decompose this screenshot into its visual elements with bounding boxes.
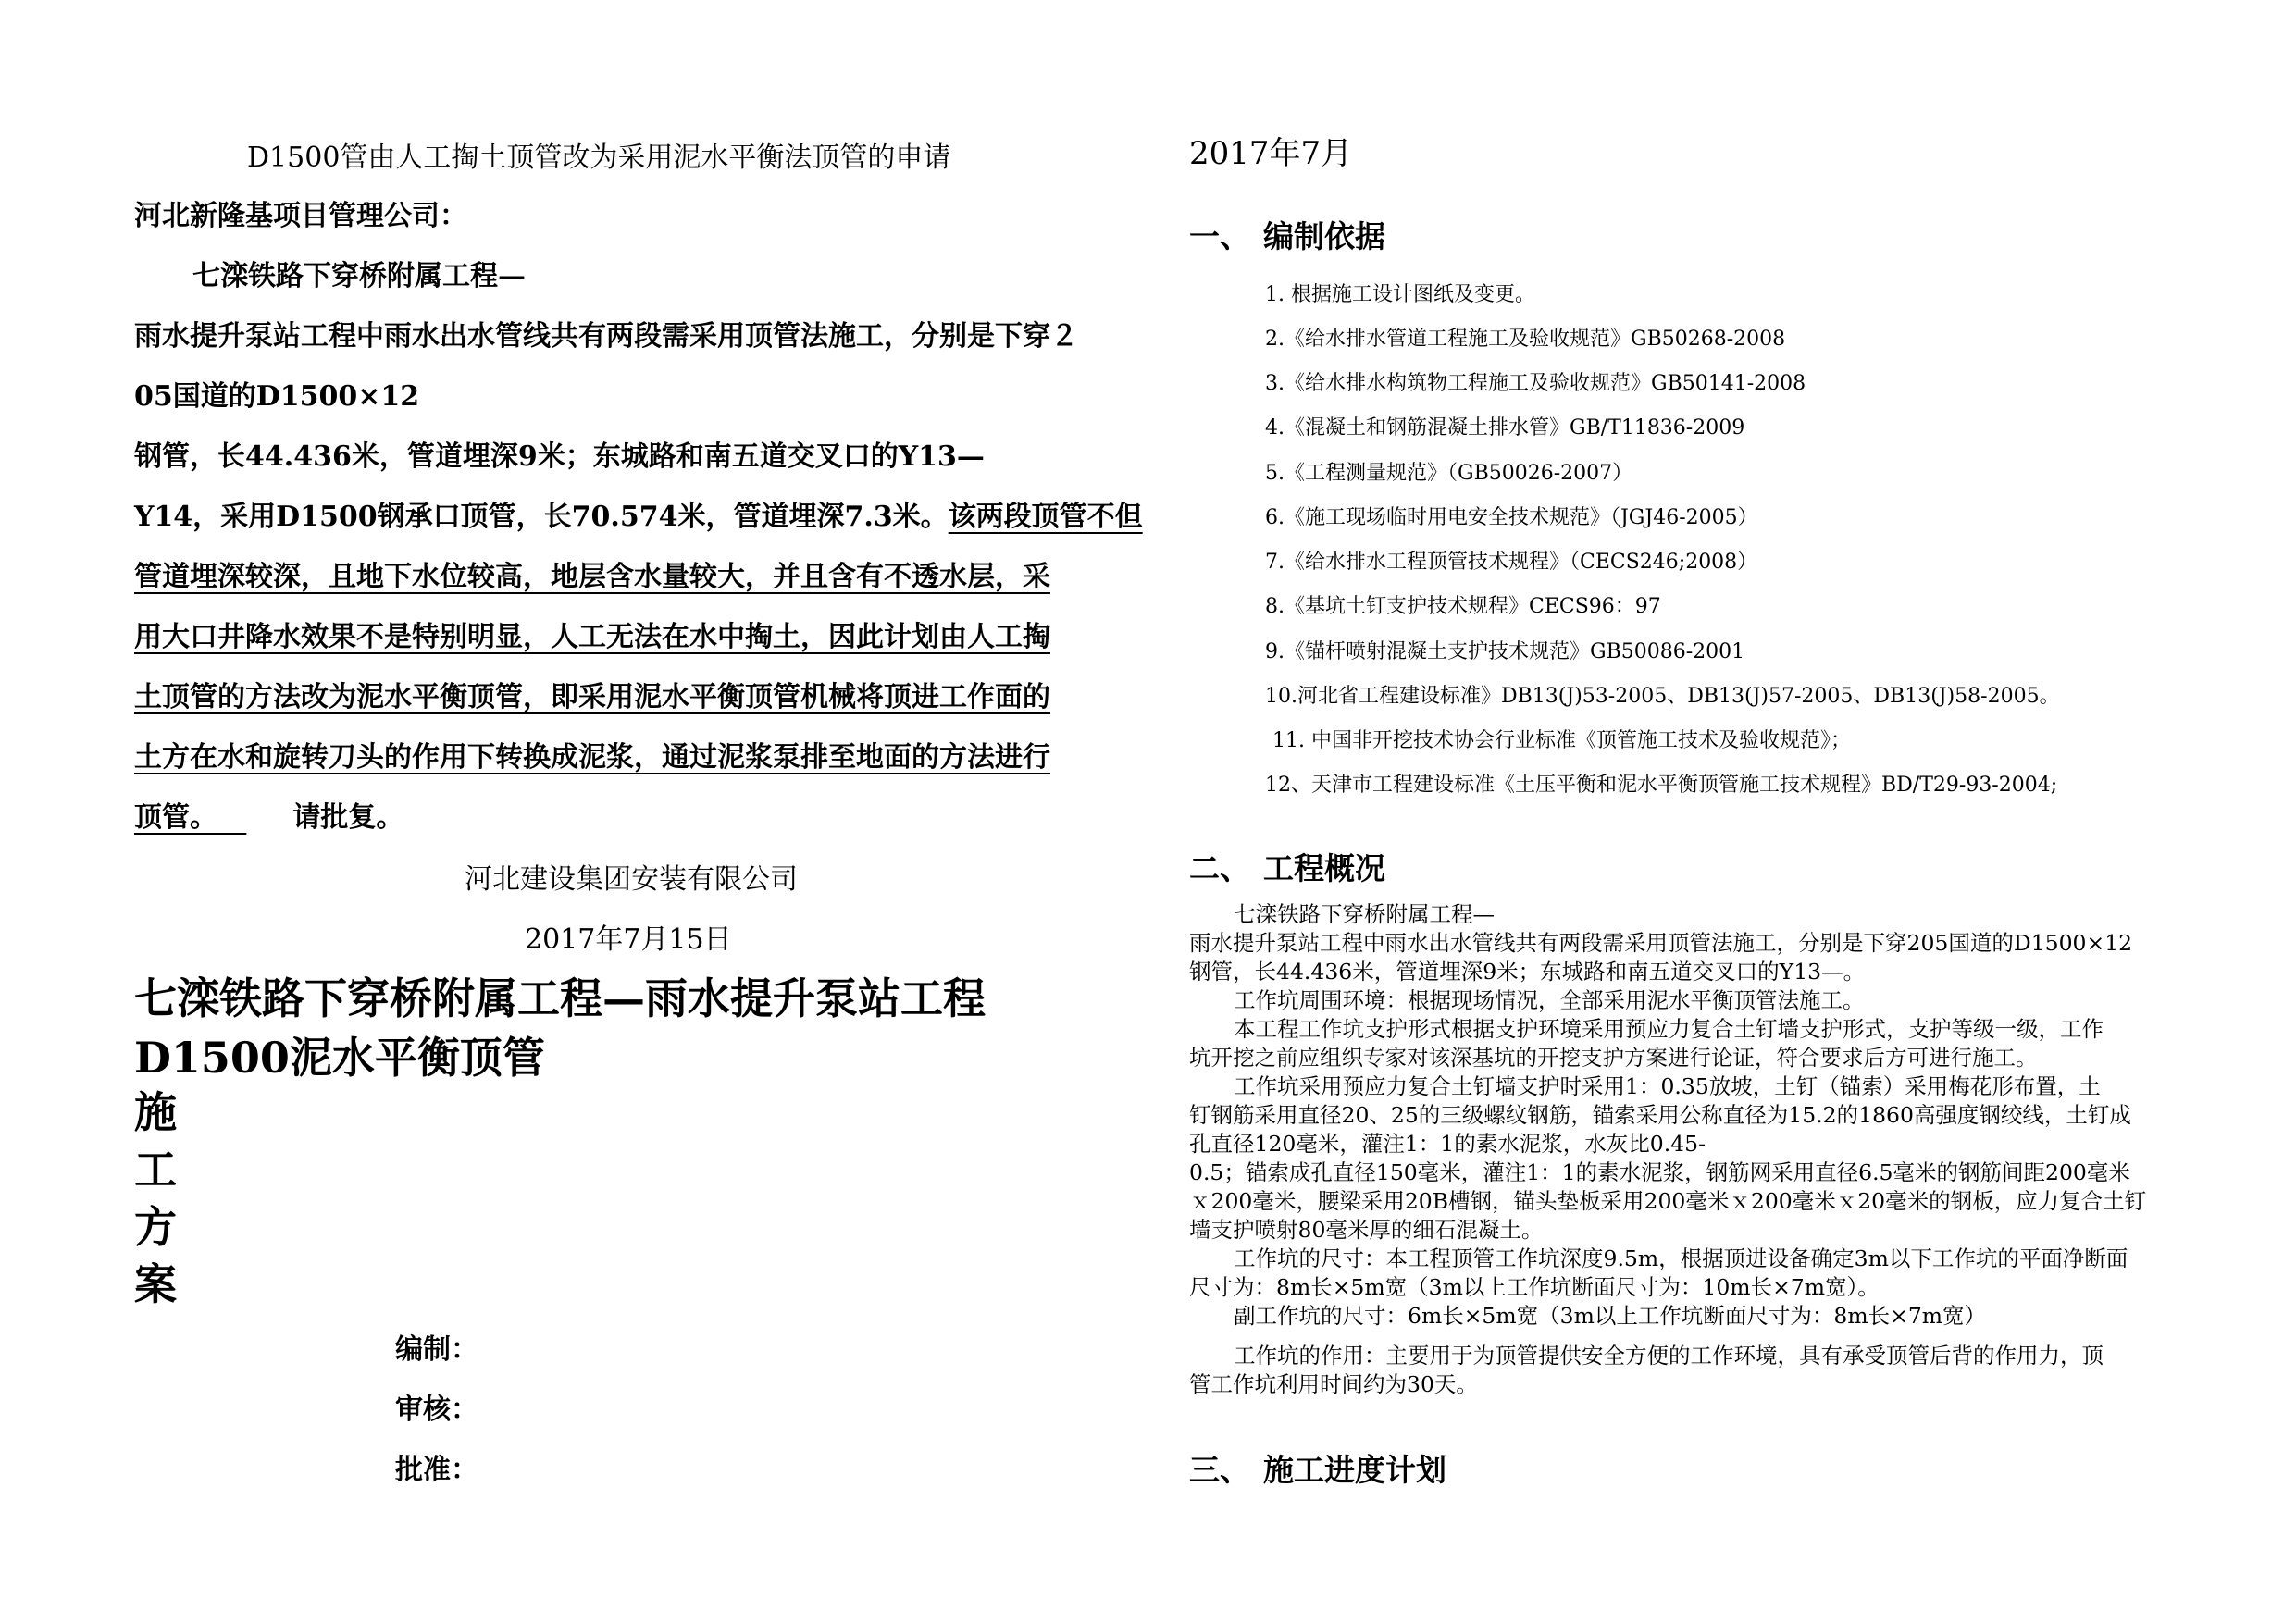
section-heading <box>1189 213 1385 256</box>
reference-item: 2.《给水排水管道工程施工及验收规范》GB50268-2008 <box>1265 328 1786 351</box>
section-title: 施工进度计划 <box>1263 1452 1446 1488</box>
overview-line: 副工作坑的尺寸：6m长×5m宽（3m以上工作坑断面尺寸为：8m长×7m宽） <box>1234 1303 1987 1329</box>
underlined-text: 顶管。 <box>134 801 217 834</box>
overview-line: 七滦铁路下穿桥附属工程— <box>1234 901 1495 927</box>
sign-review: 审核： <box>395 1394 478 1426</box>
reference-item: 3.《给水排水构筑物工程施工及验收规范》GB50141-2008 <box>1265 372 1806 395</box>
overview-line: 0.5；锚索成孔直径150毫米，灌注1：1的素水泥浆，钢筋网采用直径6.5毫米的钢筋间距200毫米 <box>1189 1159 2130 1185</box>
sign-approve: 批准： <box>395 1454 478 1486</box>
body-line <box>134 794 403 835</box>
body-line <box>134 493 1143 534</box>
cover-vertical-char: 方 <box>134 1202 177 1252</box>
overview-line: 墙支护喷射80毫米厚的细石混凝土。 <box>1189 1217 1544 1243</box>
reference-item: 5.《工程测量规范》（GB50026-2007） <box>1265 462 1633 485</box>
reference-item: 11. 中国非开挖技术协会行业标准《顶管施工技术及验收规范》； <box>1272 729 1851 752</box>
overview-line: 工作坑周围环境：根据现场情况，全部采用泥水平衡顶管法施工。 <box>1234 987 1865 1013</box>
request-text: 请批复。 <box>292 801 404 834</box>
reference-item: 7.《给水排水工程顶管技术规程》（CECS246;2008） <box>1265 551 1758 574</box>
overview-line: 本工程工作坑支护形式根据支护环境采用预应力复合土钉墙支护形式，支护等级一级，工作 <box>1234 1016 2104 1042</box>
cover-title-line2: D1500泥水平衡顶管 <box>134 1033 545 1083</box>
section-heading <box>1189 845 1385 888</box>
body-text: Y14，采用D1500钢承口顶管，长70.574米，管道埋深7.3米。 <box>134 501 949 533</box>
cover-vertical-char: 案 <box>134 1259 177 1309</box>
overview-line: 工作坑的尺寸：本工程顶管工作坑深度9.5m，根据顶进设备确定3m以下工作坑的平面净断面 <box>1234 1245 2128 1271</box>
reference-item: 9.《锚杆喷射混凝土支护技术规范》GB50086-2001 <box>1265 640 1745 663</box>
reference-item: 1. 根据施工设计图纸及变更。 <box>1265 283 1535 306</box>
reference-item: 4.《混凝土和钢筋混凝土排水管》GB/T11836-2009 <box>1265 416 1745 440</box>
underlined-line: 用大口井降水效果不是特别明显，人工无法在水中掏土，因此计划由人工掏 <box>134 621 1050 653</box>
overview-line: 坑开挖之前应组织专家对该深基坑的开挖支护方案进行论证，符合要求后方可进行施工。 <box>1189 1045 2038 1071</box>
section-title: 工程概况 <box>1263 850 1385 886</box>
section-title: 编制依据 <box>1263 218 1385 254</box>
body-line: 雨水提升泵站工程中雨水出水管线共有两段需采用顶管法施工，分别是下穿２ <box>134 320 1078 353</box>
overview-line: 孔直径120毫米，灌注1：1的素水泥浆，水灰比0.45- <box>1189 1131 1706 1157</box>
plan-date: 2017年7月 <box>1189 135 1353 172</box>
overview-line: 雨水提升泵站工程中雨水出水管线共有两段需采用顶管法施工，分别是下穿205国道的D1500×12 <box>1189 930 2133 956</box>
company-name: 河北建设集团安装有限公司 <box>465 863 798 896</box>
reference-item: 8.《基坑土钉支护技术规程》CECS96：97 <box>1265 595 1661 618</box>
addressee: 河北新隆基项目管理公司： <box>134 200 467 232</box>
body-line: 05国道的D1500×12 <box>134 380 420 413</box>
underlined-line: 管道埋深较深，且地下水位较高，地层含水量较大，并且含有不透水层，采 <box>134 561 1050 593</box>
reference-item: 6.《施工现场临时用电安全技术规范》（JGJ46-2005） <box>1265 506 1758 529</box>
reference-item: 10.河北省工程建设标准》DB13(J)53-2005、DB13(J)57-2005、DB13(J)58-2005。 <box>1265 685 2060 708</box>
underlined-line: 土顶管的方法改为泥水平衡顶管，即采用泥水平衡顶管机械将顶进工作面的 <box>134 681 1050 713</box>
underlined-text: 该两段顶管不但 <box>948 501 1143 533</box>
section-number: 三、 <box>1189 1452 1250 1488</box>
project-name: 七滦铁路下穿桥附属工程— <box>192 260 526 292</box>
overview-line: 工作坑采用预应力复合土钉墙支护时采用1：0.35放坡，土钉（锚索）采用梅花形布置，土 <box>1234 1073 2101 1099</box>
overview-line: 尺寸为：8m长×5m宽（3m以上工作坑断面尺寸为：10m长×7m宽）。 <box>1189 1274 1880 1300</box>
overview-line: 钉钢筋采用直径20、25的三级螺纹钢筋，锚索采用公称直径为15.2的1860高强度钢绞线，土钉成 <box>1189 1102 2131 1128</box>
application-date: 2017年7月15日 <box>525 923 732 956</box>
overview-line: 钢管，长44.436米，管道埋深9米；东城路和南五道交叉口的Y13—。 <box>1189 959 1866 985</box>
underlined-line: 土方在水和旋转刀头的作用下转换成泥浆，通过泥浆泵排至地面的方法进行 <box>134 741 1050 774</box>
application-title: D1500管由人工掏土顶管改为采用泥水平衡法顶管的申请 <box>247 142 951 174</box>
section-heading <box>1189 1446 1446 1490</box>
overview-line: 管工作坑利用时间约为30天。 <box>1189 1371 1478 1397</box>
overview-line: ｘ200毫米，腰梁采用20B槽钢，锚头垫板采用200毫米ｘ200毫米ｘ20毫米的钢板，应力复合土钉 <box>1189 1188 2147 1214</box>
cover-title-line1: 七滦铁路下穿桥附属工程—雨水提升泵站工程 <box>134 973 986 1023</box>
cover-vertical-char: 施 <box>134 1087 177 1137</box>
sign-compile: 编制： <box>395 1333 478 1366</box>
section-number: 二、 <box>1189 850 1250 886</box>
overview-line: 工作坑的作用：主要用于为顶管提供安全方便的工作环境，具有承受顶管后背的作用力，顶 <box>1234 1343 2104 1369</box>
section-number: 一、 <box>1189 218 1250 254</box>
reference-item: 12、天津市工程建设标准《土压平衡和泥水平衡顶管施工技术规程》BD/T29-93-2004; <box>1265 774 2058 797</box>
cover-vertical-char: 工 <box>134 1145 177 1195</box>
body-line: 钢管，长44.436米，管道埋深9米；东城路和南五道交叉口的Y13— <box>134 440 985 473</box>
